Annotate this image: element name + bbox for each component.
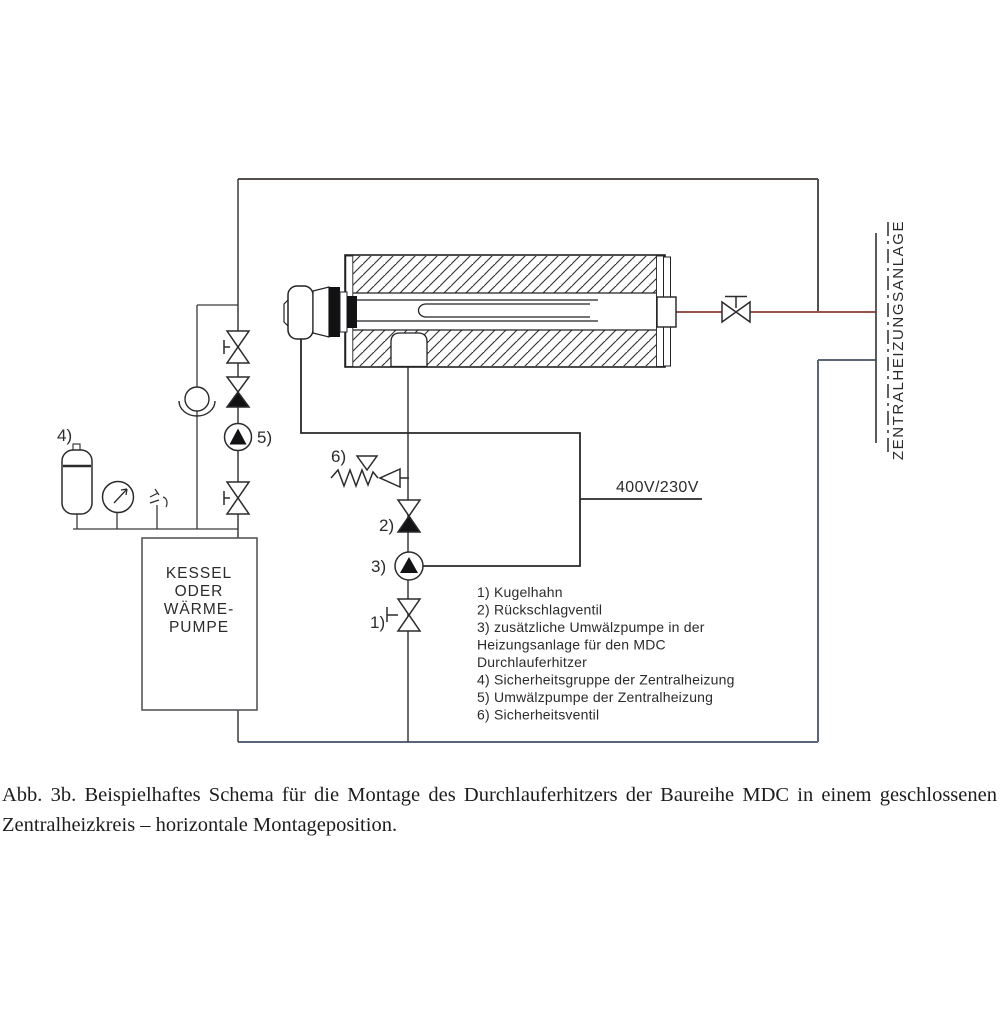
- legend-line: 6) Sicherheitsventil: [477, 706, 600, 723]
- valve-stem: [387, 607, 398, 622]
- pump-5: [225, 424, 252, 451]
- outlet-ball-valve: [722, 297, 750, 323]
- legend-line: 1) Kugelhahn: [477, 584, 563, 600]
- legend-line: 3) zusätzliche Umwälzpumpe in der: [477, 619, 705, 635]
- heater-insulation-top: [346, 256, 664, 293]
- safety-group: [62, 387, 215, 514]
- head-cone: [313, 287, 329, 337]
- riser-check-valve: [227, 377, 249, 407]
- pump-3: [395, 552, 423, 580]
- label-1: 1): [370, 613, 386, 632]
- voltage-label: 400V/230V: [616, 479, 699, 496]
- label-5: 5): [257, 428, 273, 447]
- discharge-funnel-circle: [185, 387, 209, 411]
- head-black-band: [329, 287, 340, 337]
- flow-heater: [284, 255, 676, 367]
- head-ring: [340, 292, 347, 332]
- legend-line: 2) Rückschlagventil: [477, 601, 603, 618]
- shutoff-valve-top: [224, 331, 249, 363]
- heater-inlet-port: [391, 333, 427, 367]
- shutoff-valve-bottom: [224, 482, 249, 514]
- safety-valve-spring: [331, 470, 378, 486]
- valve-stem: [224, 340, 230, 354]
- ball-valve-1: [387, 599, 420, 631]
- head-cap: [288, 286, 313, 339]
- expansion-vessel: [62, 450, 92, 514]
- boiler-line-1: KESSEL: [165, 565, 233, 582]
- label-3: 3): [371, 557, 387, 576]
- heater-connection-head: [284, 286, 357, 339]
- heater-outlet-connector: [657, 297, 676, 327]
- label-6: 6): [331, 447, 347, 466]
- figure-caption: Abb. 3b. Beispielhaftes Schema für die Montage des Durchlauferhitzers der Baureihe MDC in einem geschlossenen Zentralheizkreis – horizontale Montageposition.: [2, 784, 997, 836]
- legend-line: Heizungsanlage für den MDC: [477, 636, 666, 653]
- central-heating-label: ZENTRALHEIZUNGSANLAGE: [890, 219, 907, 461]
- legend-line: 5) Umwälzpumpe der Zentralheizung: [477, 689, 714, 705]
- legend: [477, 584, 735, 723]
- boiler-line-3: WÄRME-: [163, 601, 235, 618]
- pressure-gauge: [103, 482, 134, 513]
- label-4: 4): [57, 426, 73, 445]
- central-heating-connection: [876, 220, 907, 460]
- check-valve-2: [398, 500, 420, 532]
- boiler-line-4: PUMPE: [168, 619, 230, 636]
- legend-line: 4) Sicherheitsgruppe der Zentralheizung: [477, 671, 735, 688]
- label-2: 2): [379, 516, 395, 535]
- boiler-box: [142, 538, 257, 710]
- head-terminal-block: [347, 296, 357, 328]
- boiler-line-2: ODER: [174, 583, 224, 600]
- air-vent-glyph: [150, 489, 167, 507]
- pipe-safety-manifold: [73, 505, 238, 529]
- legend-line: Durchlauferhitzer: [477, 654, 587, 670]
- electrical-wiring: [301, 339, 702, 566]
- valve-stem: [224, 491, 230, 505]
